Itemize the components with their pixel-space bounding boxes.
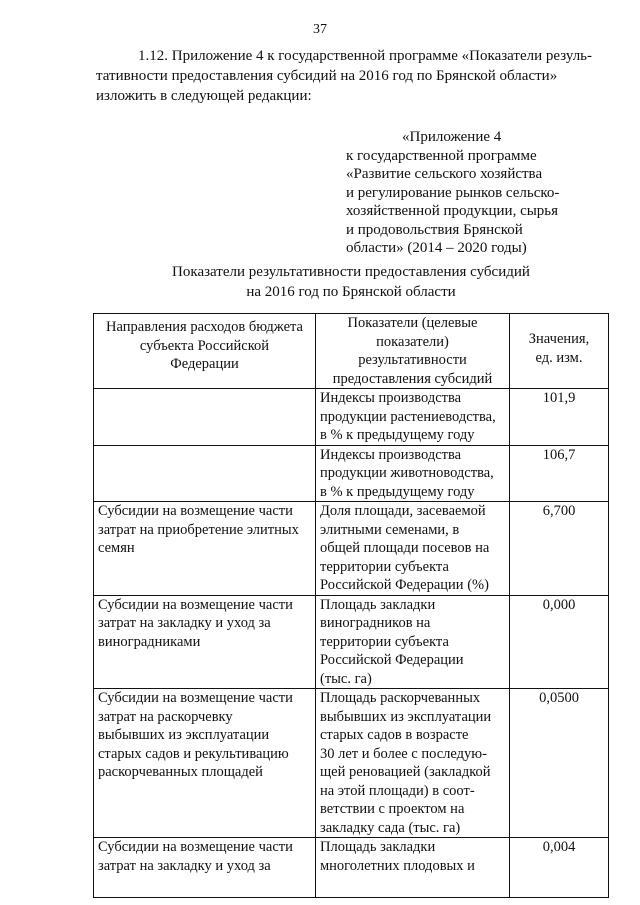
header-value xyxy=(510,314,609,389)
cell-text: виноградников на xyxy=(320,615,431,631)
value-cell: 101,9 xyxy=(510,389,609,446)
table-header-row xyxy=(94,314,609,389)
cell-text: Индексы производства xyxy=(320,390,462,406)
table-row xyxy=(94,689,609,838)
header-text: Значения, xyxy=(528,331,590,347)
table-row xyxy=(94,445,609,502)
direction-cell xyxy=(94,445,316,502)
header-direction xyxy=(94,314,316,389)
cell-text: Субсидии на возмещение части xyxy=(98,503,293,519)
cell-text: многолетних плодовых и xyxy=(320,857,475,874)
cell-text: семян xyxy=(98,540,135,556)
header-indicator xyxy=(316,314,510,389)
direction-cell xyxy=(94,838,316,898)
value-cell: 0,000 xyxy=(510,595,609,689)
table-row xyxy=(94,595,609,689)
cell-text: территории субъекта xyxy=(320,633,449,650)
cell-text: Площадь раскорчеванных xyxy=(320,690,481,706)
cell-text: общей площади посевов на xyxy=(320,540,490,556)
cell-text: элитными семенами, в xyxy=(320,521,460,538)
appendix-line: и продовольствия Брянской xyxy=(346,221,523,238)
appendix-line: к государственной программе xyxy=(346,147,537,164)
value-cell: 0,004 xyxy=(510,838,609,898)
cell-text: старых садов в возрасте xyxy=(320,727,469,743)
header-text: субъекта Российской xyxy=(139,337,270,354)
table-title-line: Показатели результативности предоставления субсидий xyxy=(172,264,530,280)
cell-text: затрат на раскорчевку xyxy=(98,708,233,725)
cell-text: Площадь закладки xyxy=(320,596,436,613)
indicator-cell xyxy=(316,502,510,596)
header-text: ед. изм. xyxy=(535,349,583,366)
cell-text: в % к предыдущему году xyxy=(320,483,475,500)
cell-text: затрат на закладку и уход за xyxy=(98,615,271,631)
appendix-line: «Развитие сельского хозяйства xyxy=(346,166,543,182)
cell-text: затрат на закладку и уход за xyxy=(98,857,271,874)
cell-text: 30 лет и более с последую- xyxy=(320,745,487,762)
cell-text: продукции растениеводства, xyxy=(320,408,496,425)
cell-text: выбывших из эксплуатации xyxy=(98,727,270,743)
header-text: Федерации xyxy=(170,356,239,372)
intro-line: 1.12. Приложение 4 к государственной программе «Показатели резуль- xyxy=(138,48,593,64)
cell-text: (тыс. га) xyxy=(320,670,372,687)
intro-line: тативности предоставления субсидий на 2016 год по Брянской области» xyxy=(96,68,558,84)
indicator-cell xyxy=(316,595,510,689)
indicators-table xyxy=(93,313,609,898)
cell-text: старых садов и рекультивацию xyxy=(98,745,289,762)
table-row xyxy=(94,838,609,898)
header-text: результативности xyxy=(358,352,467,368)
cell-text: виноградниками xyxy=(98,633,201,650)
appendix-line: «Приложение 4 xyxy=(402,129,502,145)
direction-cell xyxy=(94,595,316,689)
indicator-cell xyxy=(316,445,510,502)
header-text: показатели) xyxy=(376,333,449,350)
cell-text: Субсидии на возмещение части xyxy=(98,690,293,706)
intro-paragraph xyxy=(96,46,606,106)
direction-cell xyxy=(94,389,316,446)
intro-line: изложить в следующей редакции: xyxy=(96,88,312,104)
cell-text: Доля площади, засеваемой xyxy=(320,503,486,519)
table-title-line: на 2016 год по Брянской области xyxy=(246,284,456,300)
header-text: предоставления субсидий xyxy=(332,370,493,387)
cell-text: раскорчеванных площадей xyxy=(98,764,263,780)
indicator-cell xyxy=(316,689,510,838)
appendix-line: и регулирование рынков сельско- xyxy=(346,184,560,201)
cell-text: Субсидии на возмещение части xyxy=(98,596,293,613)
cell-text: Субсидии на возмещение части xyxy=(98,839,293,855)
value-cell: 0,0500 xyxy=(510,689,609,838)
indicator-cell xyxy=(316,838,510,898)
cell-text: на этой площади) в соот- xyxy=(320,782,475,799)
table-row xyxy=(94,502,609,596)
header-text: Направления расходов бюджета xyxy=(106,319,303,335)
cell-text: Российской Федерации xyxy=(320,652,464,668)
cell-text: территории субъекта xyxy=(320,558,449,575)
page-number: 37 xyxy=(313,22,327,37)
cell-text: продукции животноводства, xyxy=(320,465,494,481)
appendix-heading xyxy=(346,128,596,258)
cell-text: выбывших из эксплуатации xyxy=(320,708,492,725)
cell-text: закладку сада (тыс. га) xyxy=(320,819,461,836)
value-cell: 106,7 xyxy=(510,445,609,502)
cell-text: щей реновацией (закладкой xyxy=(320,764,491,780)
header-text: Показатели (целевые xyxy=(347,315,478,331)
appendix-line: хозяйственной продукции, сырья xyxy=(346,203,559,219)
cell-text: в % к предыдущему году xyxy=(320,427,475,443)
cell-text: затрат на приобретение элитных xyxy=(98,521,299,538)
direction-cell xyxy=(94,502,316,596)
indicator-cell xyxy=(316,389,510,446)
appendix-line: области» (2014 – 2020 годы) xyxy=(346,240,527,256)
value-cell: 6,700 xyxy=(510,502,609,596)
cell-text: Площадь закладки xyxy=(320,839,436,855)
table-title xyxy=(96,262,606,302)
table-row xyxy=(94,389,609,446)
direction-cell xyxy=(94,689,316,838)
cell-text: ветствии с проектом на xyxy=(320,801,465,817)
cell-text: Индексы производства xyxy=(320,446,462,463)
cell-text: Российской Федерации (%) xyxy=(320,577,489,593)
